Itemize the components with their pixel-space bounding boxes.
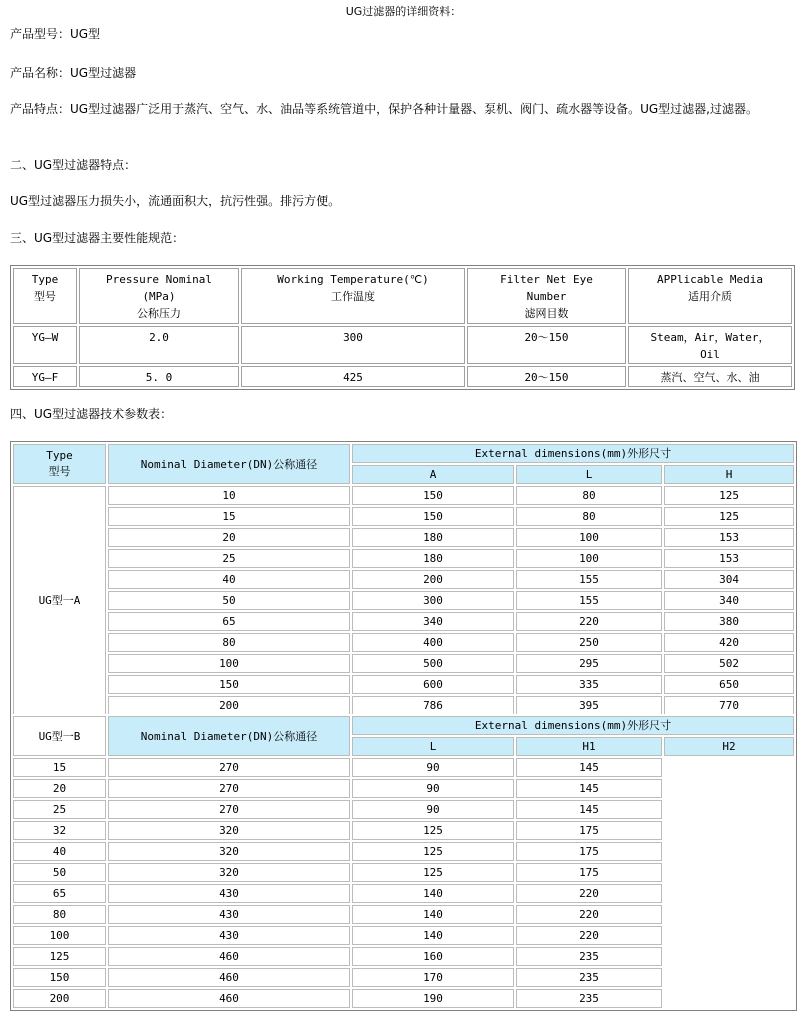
- table-cell: 786: [352, 696, 514, 715]
- table-cell: 125: [352, 863, 514, 882]
- table-cell: 20: [13, 779, 106, 798]
- table-cell: 50: [108, 591, 350, 610]
- table-cell: 180: [352, 549, 514, 568]
- spec-cell-mesh: 20～150: [467, 366, 626, 387]
- table-cell: 25: [13, 800, 106, 819]
- table-cell: 40: [13, 842, 106, 861]
- table-cell: 80: [516, 507, 662, 526]
- table-cell: 220: [516, 926, 662, 945]
- table-cell: 140: [352, 905, 514, 924]
- table-cell: 15: [108, 507, 350, 526]
- col-header-h1: H1: [516, 737, 662, 756]
- table-cell: 90: [352, 758, 514, 777]
- col-header-h: H: [664, 465, 794, 484]
- table-a-header-row: [13, 444, 794, 463]
- table-cell: 270: [108, 800, 350, 819]
- section2-text: UG型过滤器压力损失小，流通面积大，抗污性强。排污方便。: [10, 194, 341, 208]
- dn-header: Nominal Diameter(DN)公称通径: [108, 716, 350, 756]
- table-cell: 40: [108, 570, 350, 589]
- table-row: [13, 800, 794, 819]
- table-cell: 10: [108, 486, 350, 505]
- table-cell: 65: [108, 612, 350, 631]
- table-cell: 140: [352, 926, 514, 945]
- table-row: [13, 591, 794, 610]
- table-row: [13, 989, 794, 1008]
- table-cell: 270: [108, 758, 350, 777]
- table-cell: 200: [13, 989, 106, 1008]
- table-cell: 100: [13, 926, 106, 945]
- col-header-l: L: [516, 465, 662, 484]
- table-cell: 460: [108, 947, 350, 966]
- table-row: [13, 612, 794, 631]
- spec-table: [10, 265, 795, 390]
- table-cell: 100: [516, 528, 662, 547]
- table-cell: 150: [13, 968, 106, 987]
- table-cell: 153: [664, 549, 794, 568]
- spec-header-media: APPlicable Media 适用介质: [628, 268, 792, 324]
- spec-cell-pressure: 2.0: [79, 326, 239, 364]
- table-cell: 170: [352, 968, 514, 987]
- spec-header-mesh: Filter Net Eye Number 滤网目数: [467, 268, 626, 324]
- table-cell: 32: [13, 821, 106, 840]
- table-cell: 175: [516, 863, 662, 882]
- table-cell: 125: [352, 821, 514, 840]
- table-cell: 150: [352, 507, 514, 526]
- table-cell: 340: [352, 612, 514, 631]
- table-cell: 140: [352, 884, 514, 903]
- type-cell: UG型一B: [13, 716, 106, 756]
- section3-title: 三、UG型过滤器主要性能规范：: [10, 231, 185, 245]
- table-row: [13, 779, 794, 798]
- table-cell: 270: [108, 779, 350, 798]
- spec-cell-media: 蒸汽、空气、水、油: [628, 366, 792, 387]
- table-row: [13, 570, 794, 589]
- table-cell: 90: [352, 779, 514, 798]
- table-row: [13, 696, 794, 715]
- table-row: [13, 528, 794, 547]
- table-cell: 235: [516, 989, 662, 1008]
- table-cell: 400: [352, 633, 514, 652]
- table-cell: 80: [13, 905, 106, 924]
- table-b-header-row: [13, 716, 794, 735]
- table-cell: 150: [352, 486, 514, 505]
- product-model: 产品型号：UG型: [10, 27, 101, 41]
- col-header-h2: H2: [664, 737, 794, 756]
- table-cell: 150: [108, 675, 350, 694]
- table-cell: 80: [108, 633, 350, 652]
- table-row: [13, 486, 794, 505]
- table-cell: 460: [108, 989, 350, 1008]
- table-cell: 175: [516, 821, 662, 840]
- table-row: [13, 863, 794, 882]
- table-cell: 340: [664, 591, 794, 610]
- table-cell: 235: [516, 947, 662, 966]
- table-cell: 180: [352, 528, 514, 547]
- table-cell: 600: [352, 675, 514, 694]
- col-header-a: A: [352, 465, 514, 484]
- table-cell: 430: [108, 905, 350, 924]
- table-cell: 80: [516, 486, 662, 505]
- table-row: [13, 968, 794, 987]
- table-row: [13, 654, 794, 673]
- spec-row: [13, 366, 792, 387]
- spec-header-type: Type 型号: [13, 268, 77, 324]
- table-row: [13, 926, 794, 945]
- table-cell: 500: [352, 654, 514, 673]
- table-cell: 153: [664, 528, 794, 547]
- spec-cell-type: YG—W: [13, 326, 77, 364]
- table-cell: 125: [664, 507, 794, 526]
- table-row: [13, 549, 794, 568]
- table-cell: 155: [516, 591, 662, 610]
- table-row: [13, 947, 794, 966]
- table-cell: 100: [108, 654, 350, 673]
- table-cell: 100: [516, 549, 662, 568]
- table-row: [13, 884, 794, 903]
- table-row: [13, 675, 794, 694]
- table-cell: 50: [13, 863, 106, 882]
- table-cell: 430: [108, 884, 350, 903]
- spec-cell-temperature: 425: [241, 366, 465, 387]
- spec-header-pressure: Pressure Nominal (MPa) 公称压力: [79, 268, 239, 324]
- section4-title: 四、UG型过滤器技术参数表：: [10, 407, 173, 421]
- table-cell: 320: [108, 821, 350, 840]
- table-cell: 145: [516, 800, 662, 819]
- ext-dimensions-header: External dimensions(mm)外形尺寸: [352, 444, 794, 463]
- table-cell: 300: [352, 591, 514, 610]
- dn-header: Nominal Diameter(DN)公称通径: [108, 444, 350, 484]
- table-cell: 190: [352, 989, 514, 1008]
- table-cell: 295: [516, 654, 662, 673]
- table-cell: 220: [516, 612, 662, 631]
- table-cell: 200: [352, 570, 514, 589]
- table-cell: 220: [516, 905, 662, 924]
- table-cell: 380: [664, 612, 794, 631]
- table-row: [13, 821, 794, 840]
- product-features: 产品特点：UG型过滤器广泛用于蒸汽、空气、水、油品等系统管道中，保护各种计量器、泵机、阀门、疏水器等设备。UG型过滤器,过滤器。: [10, 102, 758, 116]
- table-cell: 20: [108, 528, 350, 547]
- table-cell: 145: [516, 758, 662, 777]
- table-cell: 25: [108, 549, 350, 568]
- table-cell: 125: [352, 842, 514, 861]
- col-header-l: L: [352, 737, 514, 756]
- table-cell: 125: [13, 947, 106, 966]
- table-cell: 320: [108, 863, 350, 882]
- table-row: [13, 905, 794, 924]
- table-row: [13, 842, 794, 861]
- type-header: Type 型号: [13, 444, 106, 484]
- table-cell: 650: [664, 675, 794, 694]
- table-cell: 395: [516, 696, 662, 715]
- table-cell: 65: [13, 884, 106, 903]
- spec-cell-mesh: 20～150: [467, 326, 626, 364]
- product-name: 产品名称：UG型过滤器: [10, 66, 137, 80]
- table-cell: 502: [664, 654, 794, 673]
- table-cell: 304: [664, 570, 794, 589]
- spec-cell-media: Steam，Air，Water， Oil: [628, 326, 792, 364]
- spec-header-temperature: Working Temperature(℃) 工作温度: [241, 268, 465, 324]
- table-cell: 125: [664, 486, 794, 505]
- spec-cell-type: YG—F: [13, 366, 77, 387]
- param-table-a: [10, 441, 797, 717]
- table-cell: 320: [108, 842, 350, 861]
- section2-title: 二、UG型过滤器特点：: [10, 158, 137, 172]
- table-cell: 145: [516, 779, 662, 798]
- table-cell: 220: [516, 884, 662, 903]
- type-cell: UG型一A: [13, 486, 106, 715]
- spec-row: [13, 326, 792, 364]
- table-cell: 155: [516, 570, 662, 589]
- param-table-b: [10, 714, 797, 1011]
- table-cell: 770: [664, 696, 794, 715]
- spec-cell-temperature: 300: [241, 326, 465, 364]
- ext-dimensions-header: External dimensions(mm)外形尺寸: [352, 716, 794, 735]
- table-cell: 460: [108, 968, 350, 987]
- table-cell: 335: [516, 675, 662, 694]
- spec-cell-pressure: 5. 0: [79, 366, 239, 387]
- table-row: [13, 507, 794, 526]
- table-cell: 430: [108, 926, 350, 945]
- table-cell: 90: [352, 800, 514, 819]
- page-title: UG过滤器的详细资料：: [345, 5, 462, 18]
- spec-header-row: [13, 268, 792, 324]
- table-cell: 175: [516, 842, 662, 861]
- table-row: [13, 633, 794, 652]
- table-cell: 250: [516, 633, 662, 652]
- table-cell: 235: [516, 968, 662, 987]
- table-cell: 200: [108, 696, 350, 715]
- table-cell: 15: [13, 758, 106, 777]
- table-row: [13, 758, 794, 777]
- table-cell: 160: [352, 947, 514, 966]
- table-cell: 420: [664, 633, 794, 652]
